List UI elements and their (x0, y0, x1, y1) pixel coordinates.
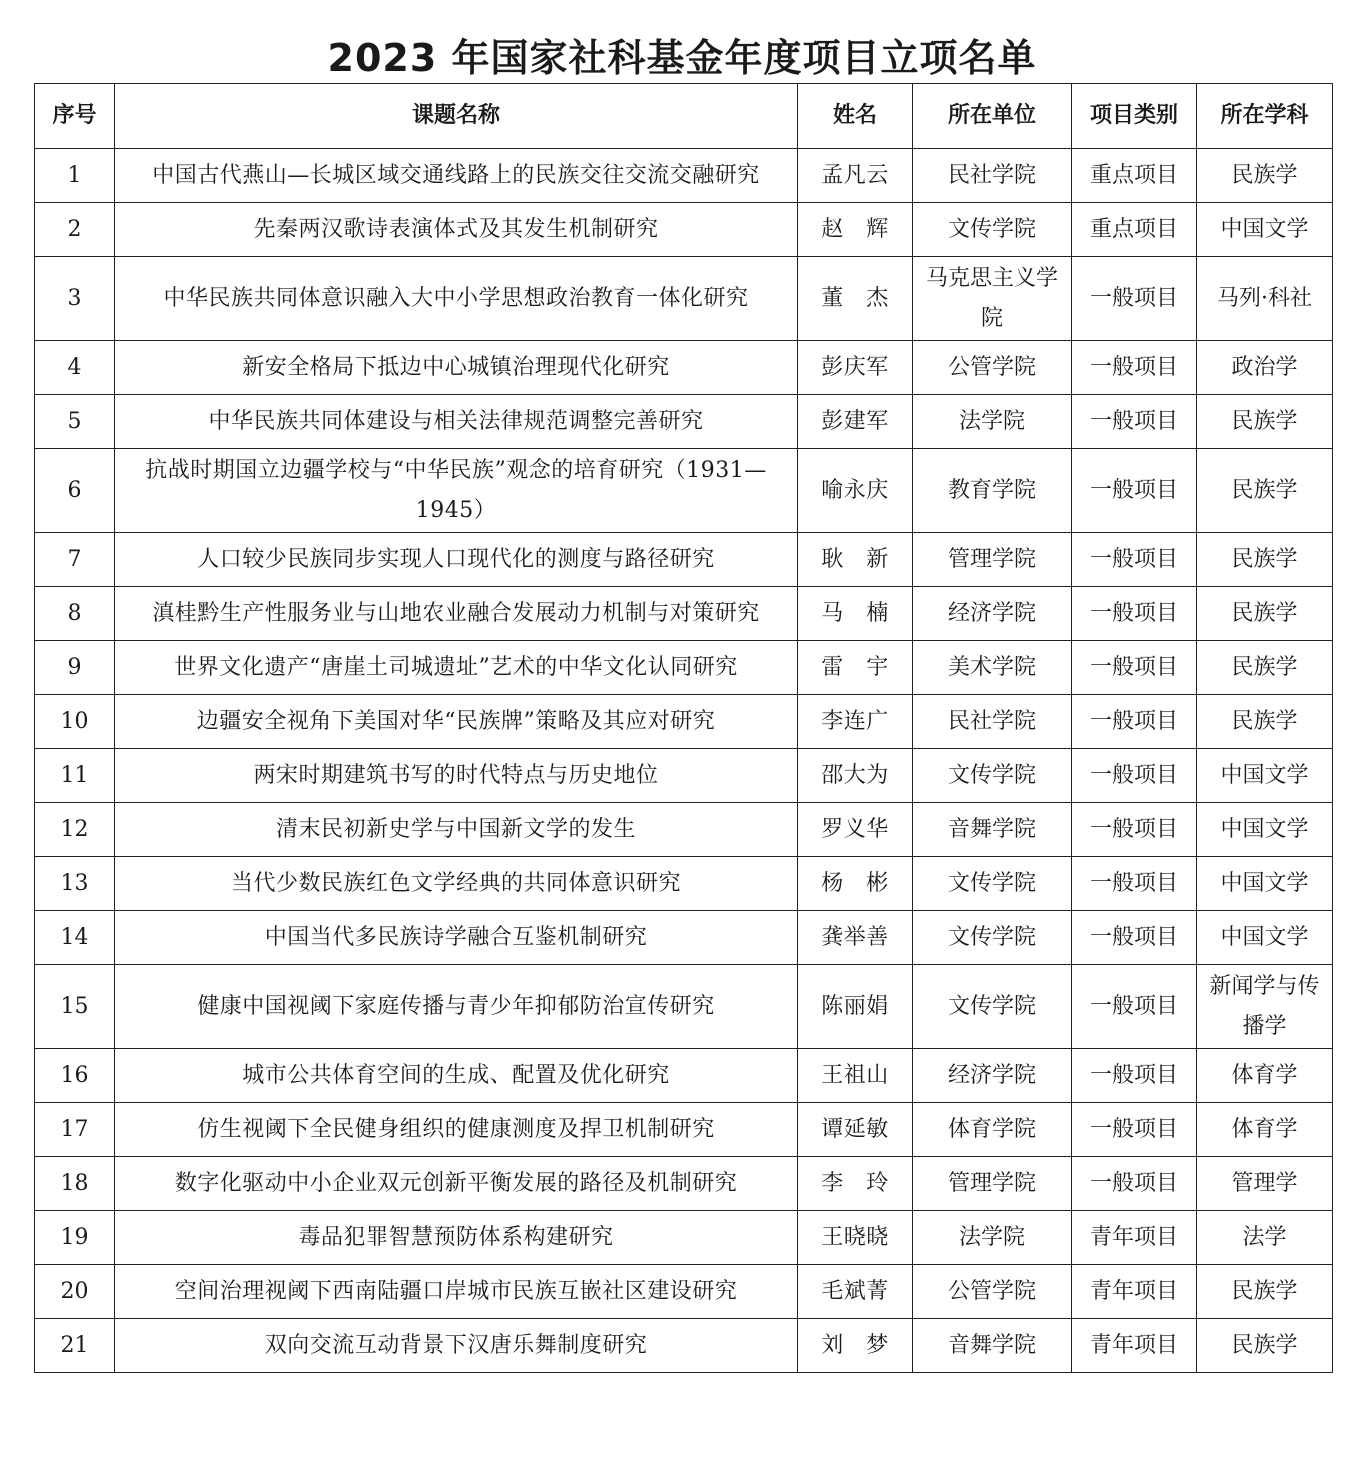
header-name: 姓名 (798, 84, 913, 149)
row-discipline: 中国文学 (1197, 911, 1333, 965)
row-category: 一般项目 (1072, 803, 1197, 857)
table-row (35, 911, 1333, 965)
row-topic: 两宋时期建筑书写的时代特点与历史地位 (115, 749, 798, 803)
row-unit: 经济学院 (913, 587, 1072, 641)
row-name: 罗义华 (798, 803, 913, 857)
row-topic: 中国古代燕山—长城区域交通线路上的民族交往交流交融研究 (115, 149, 798, 203)
row-name: 王晓晓 (798, 1211, 913, 1265)
header-topic: 课题名称 (115, 84, 798, 149)
row-unit: 音舞学院 (913, 803, 1072, 857)
row-name: 彭庆军 (798, 341, 913, 395)
row-name: 刘 梦 (798, 1319, 913, 1373)
row-discipline: 中国文学 (1197, 857, 1333, 911)
row-category: 一般项目 (1072, 395, 1197, 449)
table-row (35, 1319, 1333, 1373)
row-discipline: 中国文学 (1197, 203, 1333, 257)
project-table (34, 83, 1333, 1373)
row-name: 王祖山 (798, 1049, 913, 1103)
row-name: 马 楠 (798, 587, 913, 641)
row-name: 李连广 (798, 695, 913, 749)
row-name: 陈丽娟 (798, 965, 913, 1049)
row-discipline: 中国文学 (1197, 749, 1333, 803)
page-title: 2023 年国家社科基金年度项目立项名单 (327, 36, 1037, 80)
row-discipline: 民族学 (1197, 1319, 1333, 1373)
row-category: 一般项目 (1072, 533, 1197, 587)
row-discipline: 政治学 (1197, 341, 1333, 395)
row-unit: 文传学院 (913, 911, 1072, 965)
table-row (35, 587, 1333, 641)
row-name: 李 玲 (798, 1157, 913, 1211)
table-row (35, 533, 1333, 587)
row-name: 雷 宇 (798, 641, 913, 695)
row-discipline: 民族学 (1197, 449, 1333, 533)
row-index: 19 (35, 1211, 115, 1265)
row-topic: 数字化驱动中小企业双元创新平衡发展的路径及机制研究 (115, 1157, 798, 1211)
header-category: 项目类别 (1072, 84, 1197, 149)
table-row (35, 857, 1333, 911)
row-index: 9 (35, 641, 115, 695)
row-topic: 先秦两汉歌诗表演体式及其发生机制研究 (115, 203, 798, 257)
row-name: 谭延敏 (798, 1103, 913, 1157)
row-unit: 文传学院 (913, 965, 1072, 1049)
row-index: 4 (35, 341, 115, 395)
row-index: 6 (35, 449, 115, 533)
table-row (35, 641, 1333, 695)
row-topic: 毒品犯罪智慧预防体系构建研究 (115, 1211, 798, 1265)
row-topic: 人口较少民族同步实现人口现代化的测度与路径研究 (115, 533, 798, 587)
row-index: 8 (35, 587, 115, 641)
row-topic: 清末民初新史学与中国新文学的发生 (115, 803, 798, 857)
row-name: 邵大为 (798, 749, 913, 803)
row-name: 赵 辉 (798, 203, 913, 257)
row-category: 一般项目 (1072, 341, 1197, 395)
row-name: 龚举善 (798, 911, 913, 965)
table-row (35, 203, 1333, 257)
row-topic: 当代少数民族红色文学经典的共同体意识研究 (115, 857, 798, 911)
row-category: 重点项目 (1072, 149, 1197, 203)
row-unit: 音舞学院 (913, 1319, 1072, 1373)
row-unit: 文传学院 (913, 203, 1072, 257)
row-discipline: 民族学 (1197, 395, 1333, 449)
row-unit: 文传学院 (913, 857, 1072, 911)
table-row (35, 1211, 1333, 1265)
row-discipline: 中国文学 (1197, 803, 1333, 857)
row-index: 21 (35, 1319, 115, 1373)
table-row (35, 1103, 1333, 1157)
row-discipline: 民族学 (1197, 1265, 1333, 1319)
row-discipline: 民族学 (1197, 149, 1333, 203)
row-topic: 抗战时期国立边疆学校与“中华民族”观念的培育研究（1931—1945） (115, 449, 798, 533)
row-unit: 文传学院 (913, 749, 1072, 803)
row-index: 16 (35, 1049, 115, 1103)
header-discipline: 所在学科 (1197, 84, 1333, 149)
row-category: 一般项目 (1072, 695, 1197, 749)
row-index: 13 (35, 857, 115, 911)
row-category: 青年项目 (1072, 1319, 1197, 1373)
row-category: 一般项目 (1072, 257, 1197, 341)
header-unit: 所在单位 (913, 84, 1072, 149)
row-unit: 教育学院 (913, 449, 1072, 533)
row-discipline: 民族学 (1197, 695, 1333, 749)
row-unit: 马克思主义学院 (913, 257, 1072, 341)
row-category: 一般项目 (1072, 911, 1197, 965)
table-row (35, 449, 1333, 533)
row-index: 1 (35, 149, 115, 203)
row-index: 10 (35, 695, 115, 749)
row-discipline: 民族学 (1197, 641, 1333, 695)
row-unit: 管理学院 (913, 533, 1072, 587)
row-name: 毛斌菁 (798, 1265, 913, 1319)
row-unit: 公管学院 (913, 1265, 1072, 1319)
row-category: 一般项目 (1072, 641, 1197, 695)
row-topic: 健康中国视阈下家庭传播与青少年抑郁防治宣传研究 (115, 965, 798, 1049)
row-index: 18 (35, 1157, 115, 1211)
table-row (35, 1265, 1333, 1319)
row-topic: 双向交流互动背景下汉唐乐舞制度研究 (115, 1319, 798, 1373)
row-unit: 民社学院 (913, 149, 1072, 203)
row-name: 耿 新 (798, 533, 913, 587)
row-unit: 民社学院 (913, 695, 1072, 749)
row-index: 14 (35, 911, 115, 965)
row-category: 一般项目 (1072, 1157, 1197, 1211)
row-name: 彭建军 (798, 395, 913, 449)
row-unit: 美术学院 (913, 641, 1072, 695)
row-index: 20 (35, 1265, 115, 1319)
row-name: 喻永庆 (798, 449, 913, 533)
row-index: 7 (35, 533, 115, 587)
row-unit: 经济学院 (913, 1049, 1072, 1103)
row-topic: 中华民族共同体意识融入大中小学思想政治教育一体化研究 (115, 257, 798, 341)
row-unit: 公管学院 (913, 341, 1072, 395)
row-topic: 滇桂黔生产性服务业与山地农业融合发展动力机制与对策研究 (115, 587, 798, 641)
header-index: 序号 (35, 84, 115, 149)
row-index: 17 (35, 1103, 115, 1157)
row-topic: 新安全格局下抵边中心城镇治理现代化研究 (115, 341, 798, 395)
table-row (35, 749, 1333, 803)
row-unit: 体育学院 (913, 1103, 1072, 1157)
row-unit: 管理学院 (913, 1157, 1072, 1211)
row-category: 一般项目 (1072, 857, 1197, 911)
table-row (35, 1157, 1333, 1211)
row-category: 一般项目 (1072, 965, 1197, 1049)
row-topic: 中华民族共同体建设与相关法律规范调整完善研究 (115, 395, 798, 449)
table-row (35, 803, 1333, 857)
row-topic: 世界文化遗产“唐崖土司城遗址”艺术的中华文化认同研究 (115, 641, 798, 695)
row-category: 一般项目 (1072, 587, 1197, 641)
row-discipline: 体育学 (1197, 1049, 1333, 1103)
row-index: 15 (35, 965, 115, 1049)
row-unit: 法学院 (913, 395, 1072, 449)
row-name: 杨 彬 (798, 857, 913, 911)
row-index: 2 (35, 203, 115, 257)
table-row (35, 341, 1333, 395)
table-row (35, 695, 1333, 749)
table-row (35, 965, 1333, 1049)
row-index: 11 (35, 749, 115, 803)
row-category: 一般项目 (1072, 1103, 1197, 1157)
row-category: 一般项目 (1072, 749, 1197, 803)
row-topic: 仿生视阈下全民健身组织的健康测度及捍卫机制研究 (115, 1103, 798, 1157)
row-discipline: 民族学 (1197, 587, 1333, 641)
table-row (35, 257, 1333, 341)
row-index: 5 (35, 395, 115, 449)
row-name: 董 杰 (798, 257, 913, 341)
row-discipline: 法学 (1197, 1211, 1333, 1265)
row-discipline: 新闻学与传播学 (1197, 965, 1333, 1049)
table-row (35, 149, 1333, 203)
row-discipline: 马列·科社 (1197, 257, 1333, 341)
row-category: 一般项目 (1072, 449, 1197, 533)
row-topic: 中国当代多民族诗学融合互鉴机制研究 (115, 911, 798, 965)
row-topic: 城市公共体育空间的生成、配置及优化研究 (115, 1049, 798, 1103)
row-category: 青年项目 (1072, 1211, 1197, 1265)
row-category: 重点项目 (1072, 203, 1197, 257)
row-discipline: 民族学 (1197, 533, 1333, 587)
table-row (35, 1049, 1333, 1103)
row-name: 孟凡云 (798, 149, 913, 203)
row-topic: 边疆安全视角下美国对华“民族牌”策略及其应对研究 (115, 695, 798, 749)
row-discipline: 管理学 (1197, 1157, 1333, 1211)
row-category: 青年项目 (1072, 1265, 1197, 1319)
row-index: 3 (35, 257, 115, 341)
row-category: 一般项目 (1072, 1049, 1197, 1103)
row-discipline: 体育学 (1197, 1103, 1333, 1157)
row-unit: 法学院 (913, 1211, 1072, 1265)
row-index: 12 (35, 803, 115, 857)
row-topic: 空间治理视阈下西南陆疆口岸城市民族互嵌社区建设研究 (115, 1265, 798, 1319)
table-header-row (35, 84, 1333, 149)
table-row (35, 395, 1333, 449)
